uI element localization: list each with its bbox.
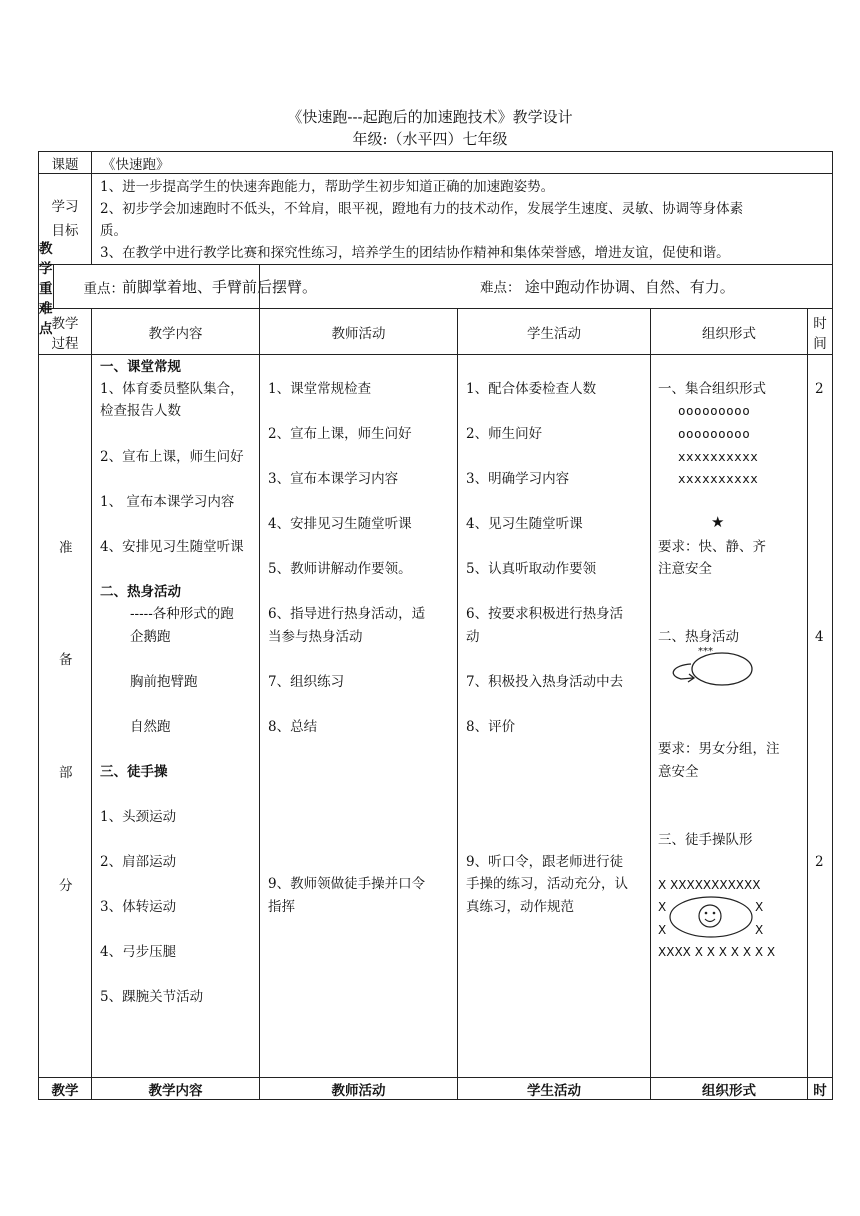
student-item: 3、明确学习内容 xyxy=(466,471,570,487)
section-label-2: 备 xyxy=(59,652,73,668)
teacher-star-icon: ★ xyxy=(711,513,725,531)
content-item: 4、弓步压腿 xyxy=(100,944,177,960)
warmup-title: 二、热身活动 xyxy=(658,629,739,645)
student-item: 手操的练习，活动充分，认 xyxy=(466,876,628,892)
header-process-line-1: 教学 xyxy=(51,315,79,332)
time-value: 2 xyxy=(815,381,824,397)
preparation-section-row xyxy=(39,355,833,1078)
requirement-1-safety: 注意安全 xyxy=(658,561,712,577)
content-item: 自然跑 xyxy=(130,719,171,735)
exercise-formation-title: 三、徒手操队形 xyxy=(658,832,753,848)
content-item: 1、头颈运动 xyxy=(100,809,177,825)
content-item: 检查报告人数 xyxy=(100,403,181,419)
key-text: 前脚掌着地、手臂前后摆臂。 xyxy=(122,278,318,296)
student-item: 真练习，动作规范 xyxy=(466,899,574,915)
section-label-3: 部 xyxy=(59,765,73,781)
smiley-eye-icon xyxy=(705,912,708,915)
student-item: 4、见习生随堂听课 xyxy=(466,516,583,532)
content-item: 企鹅跑 xyxy=(130,629,171,645)
header-time xyxy=(808,309,833,355)
warmup-track-diagram xyxy=(659,651,759,691)
track-ellipse-icon xyxy=(692,653,752,685)
exercise-formation-right-1: X xyxy=(755,900,764,914)
lesson-plan-table xyxy=(38,151,833,1100)
exercise-formation-bottom: XXXX X X X X X X X xyxy=(658,945,776,959)
content-item: 胸前抱臂跑 xyxy=(130,674,198,690)
curved-arrow-icon xyxy=(673,664,693,679)
content-item: -----各种形式的跑 xyxy=(130,606,234,622)
topic-value: 《快速跑》 xyxy=(92,152,833,174)
difficulty-label: 难点： xyxy=(480,280,521,296)
goals-label-line-1: 学习 xyxy=(51,199,79,215)
student-cell xyxy=(458,355,651,1078)
goal-line-3: 质。 xyxy=(100,223,127,239)
time-cell xyxy=(808,355,833,1078)
student-item: 动 xyxy=(466,629,480,645)
student-item: 7、积极投入热身活动中去 xyxy=(466,674,624,690)
key-label: 重点： xyxy=(83,280,124,297)
content-item: 2、肩部运动 xyxy=(100,854,177,870)
continued-header-row xyxy=(39,1078,833,1100)
teacher-item: 4、安排见习生随堂听课 xyxy=(268,516,412,532)
section-label-cell xyxy=(39,355,92,1078)
smiley-mouth-icon xyxy=(705,919,715,922)
goals-label-line-2: 目标 xyxy=(51,223,79,239)
formation-row-o: ooooooooo xyxy=(678,403,751,418)
teacher-item: 当参与热身活动 xyxy=(268,629,363,645)
requirement-2: 要求：男女分组，注 xyxy=(658,741,780,757)
exercise-formation-top: X XXXXXXXXXXX xyxy=(658,878,761,892)
organization-cell xyxy=(651,355,808,1078)
content-heading-warmup: 二、热身活动 xyxy=(100,584,181,600)
footer-student: 学生活动 xyxy=(458,1078,651,1100)
footer-org: 组织形式 xyxy=(651,1078,808,1100)
exercise-circle-diagram xyxy=(667,893,757,941)
teacher-item: 5、教师讲解动作要领。 xyxy=(268,561,412,577)
teacher-item: 7、组织练习 xyxy=(268,674,345,690)
requirement-1: 要求：快、静、齐 xyxy=(658,539,766,555)
document-title: 《快速跑---起跑后的加速跑技术》教学设计 xyxy=(287,108,573,126)
key-points-label: 教学重难点 xyxy=(39,240,53,337)
smiley-eye-icon xyxy=(713,912,716,915)
warmup-mark: *** xyxy=(698,646,713,657)
student-item: 1、配合体委检查人数 xyxy=(466,381,597,397)
teacher-item: 9、教师领做徒手操并口令 xyxy=(268,876,426,892)
teacher-item: 6、指导进行热身活动，适 xyxy=(268,606,426,622)
goal-line-2: 2、初步学会加速跑时不低头，不耸肩，眼平视，蹬地有力的技术动作，发展学生速度、灵敏、协调等身体素 xyxy=(100,201,744,217)
time-value: 2 xyxy=(815,854,824,870)
footer-content: 教学内容 xyxy=(92,1078,260,1100)
student-item: 8、评价 xyxy=(466,719,516,735)
difficulty-text: 途中跑动作协调、自然、有力。 xyxy=(524,278,735,296)
teacher-item: 3、宣布本课学习内容 xyxy=(268,471,399,487)
content-item: 1、 宣布本课学习内容 xyxy=(100,494,235,510)
grade-line: 年级:（水平四）七年级 xyxy=(352,130,508,148)
header-time-line-1: 时 xyxy=(813,315,827,332)
exercise-formation-left-1: X xyxy=(658,900,667,914)
exercise-formation-right-2: X xyxy=(755,923,764,937)
teacher-item: 1、课堂常规检查 xyxy=(268,381,372,397)
exercise-formation-left-2: X xyxy=(658,923,667,937)
column-header-row xyxy=(39,309,833,355)
topic-row xyxy=(39,152,833,174)
header-content: 教学内容 xyxy=(92,309,260,355)
formation-row-x: xxxxxxxxxx xyxy=(678,471,759,486)
content-item: 3、体转运动 xyxy=(100,899,177,915)
teacher-item: 8、总结 xyxy=(268,719,318,735)
formation-row-o: ooooooooo xyxy=(678,426,751,441)
key-points-row xyxy=(39,265,833,309)
time-value: 4 xyxy=(815,629,824,645)
content-cell xyxy=(92,355,260,1078)
teacher-cell xyxy=(260,355,458,1078)
header-student: 学生活动 xyxy=(458,309,651,355)
student-item: 6、按要求积极进行热身活 xyxy=(466,606,624,622)
content-heading-exercise: 三、徒手操 xyxy=(100,764,168,780)
goal-line-4: 3、在教学中进行教学比赛和探究性练习，培养学生的团结协作精神和集体荣誉感，增进友谊，促使和谐。 xyxy=(100,245,730,261)
formation-row-x: xxxxxxxxxx xyxy=(678,449,759,464)
requirement-2-safety: 意安全 xyxy=(658,764,699,780)
header-org: 组织形式 xyxy=(651,309,808,355)
circle-ellipse-icon xyxy=(670,897,752,937)
content-item: 2、宣布上课，师生问好 xyxy=(100,449,244,465)
goal-line-1: 1、进一步提高学生的快速奔跑能力，帮助学生初步知道正确的加速跑姿势。 xyxy=(100,179,555,195)
content-item: 4、安排见习生随堂听课 xyxy=(100,539,244,555)
content-heading-routine: 一、课堂常规 xyxy=(100,359,181,375)
goals-text xyxy=(92,174,833,265)
student-item: 9、听口令，跟老师进行徒 xyxy=(466,854,624,870)
topic-label: 课题 xyxy=(39,152,92,174)
student-item: 2、师生问好 xyxy=(466,426,543,442)
smiley-face-icon xyxy=(699,905,721,927)
content-item: 1、体育委员整队集合， xyxy=(100,381,244,397)
header-teacher: 教师活动 xyxy=(260,309,458,355)
content-item: 5、踝腕关节活动 xyxy=(100,989,204,1005)
header-time-line-2: 间 xyxy=(813,335,827,352)
student-item: 5、认真听取动作要领 xyxy=(466,561,597,577)
section-label-4: 分 xyxy=(59,878,73,894)
footer-process: 教学 xyxy=(39,1078,92,1100)
section-label-1: 准 xyxy=(59,540,73,556)
teacher-item: 2、宣布上课，师生问好 xyxy=(268,426,412,442)
header-process-line-2: 过程 xyxy=(51,335,79,352)
assembly-form-title: 一、集合组织形式 xyxy=(658,381,766,397)
teacher-item: 指挥 xyxy=(268,899,295,915)
footer-time: 时 xyxy=(808,1078,833,1100)
footer-teacher: 教师活动 xyxy=(260,1078,458,1100)
goals-row xyxy=(39,174,833,265)
